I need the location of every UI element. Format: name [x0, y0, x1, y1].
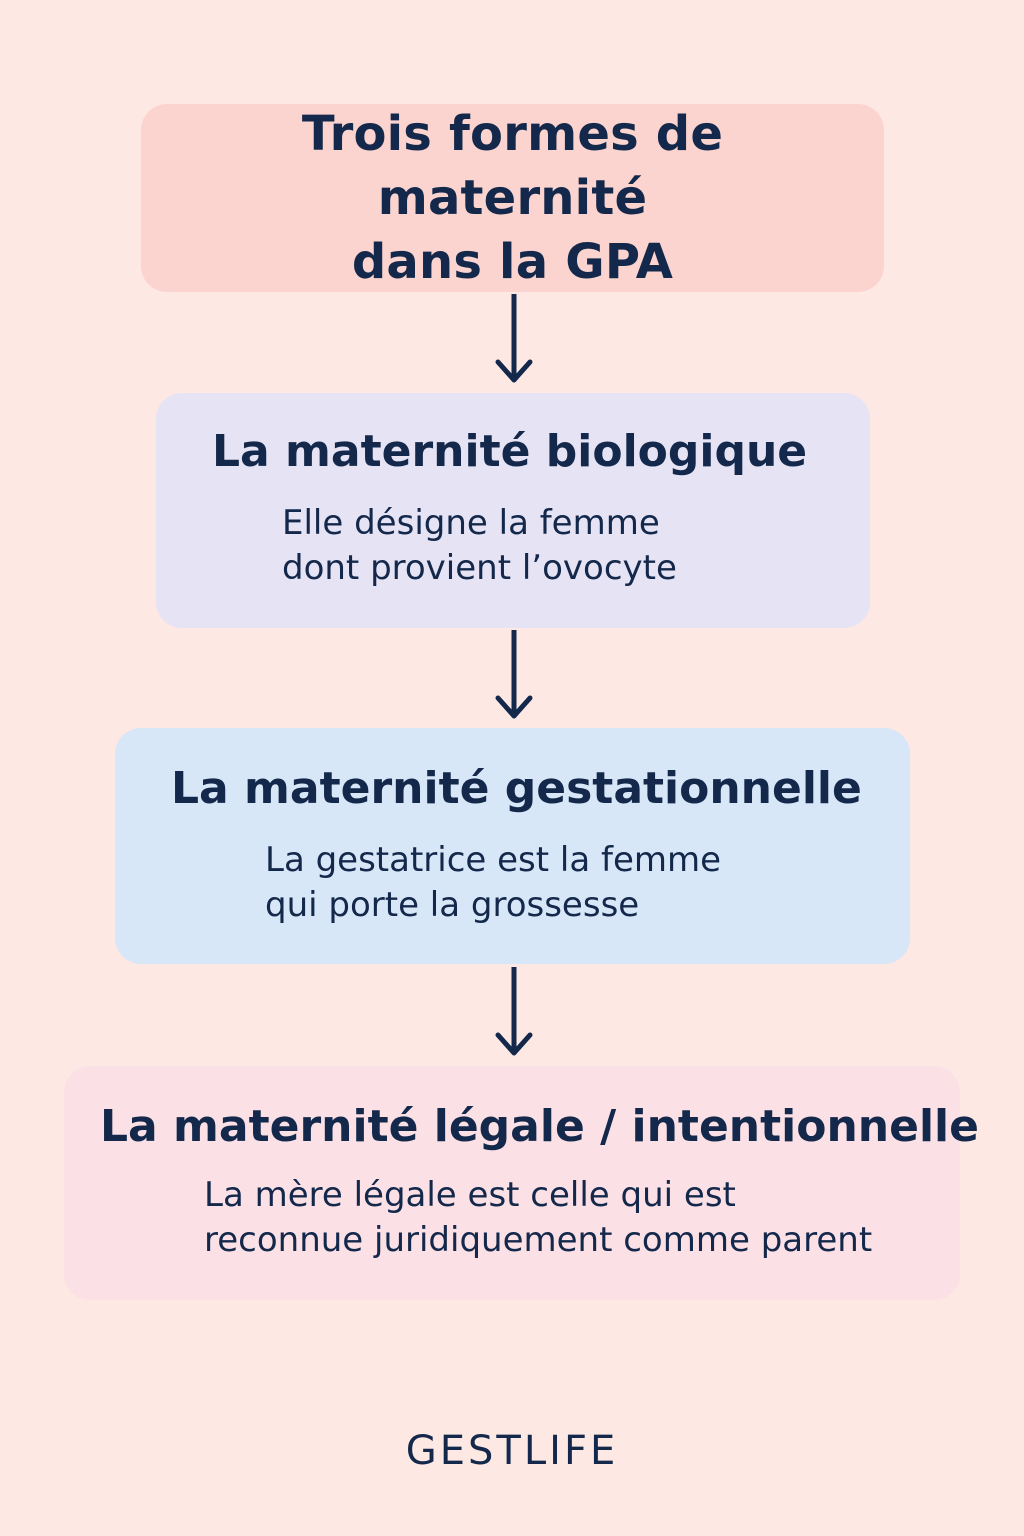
node-desc-line-2: qui porte la grossesse — [265, 885, 640, 925]
title-box — [141, 104, 884, 292]
diagram-title — [173, 102, 853, 294]
title-line-1: Trois formes de maternité — [301, 106, 724, 226]
node-heading: La maternité légale / intentionnelle — [100, 1101, 979, 1152]
node-description — [282, 501, 677, 591]
node-legal — [64, 1066, 979, 1300]
arrow-down-icon — [494, 630, 534, 722]
arrow-down-icon — [494, 967, 534, 1059]
arrow-down-icon — [494, 294, 534, 386]
node-description — [204, 1173, 872, 1263]
node-heading: La maternité biologique — [212, 426, 808, 477]
node-desc-line-1: Elle désigne la femme — [282, 503, 660, 543]
node-desc-line-1: La gestatrice est la femme — [265, 840, 722, 880]
brand-logo: GESTLIFE — [405, 1428, 619, 1474]
title-line-2: dans la GPA — [351, 234, 674, 290]
node-gestational — [115, 728, 910, 964]
node-heading: La maternité gestationnelle — [171, 763, 862, 814]
node-desc-line-2: dont provient l’ovocyte — [282, 548, 677, 588]
node-desc-line-1: La mère légale est celle qui est — [204, 1175, 736, 1215]
node-desc-line-2: reconnue juridiquement comme parent — [204, 1220, 873, 1260]
node-biological — [156, 393, 870, 628]
node-description — [265, 838, 721, 928]
